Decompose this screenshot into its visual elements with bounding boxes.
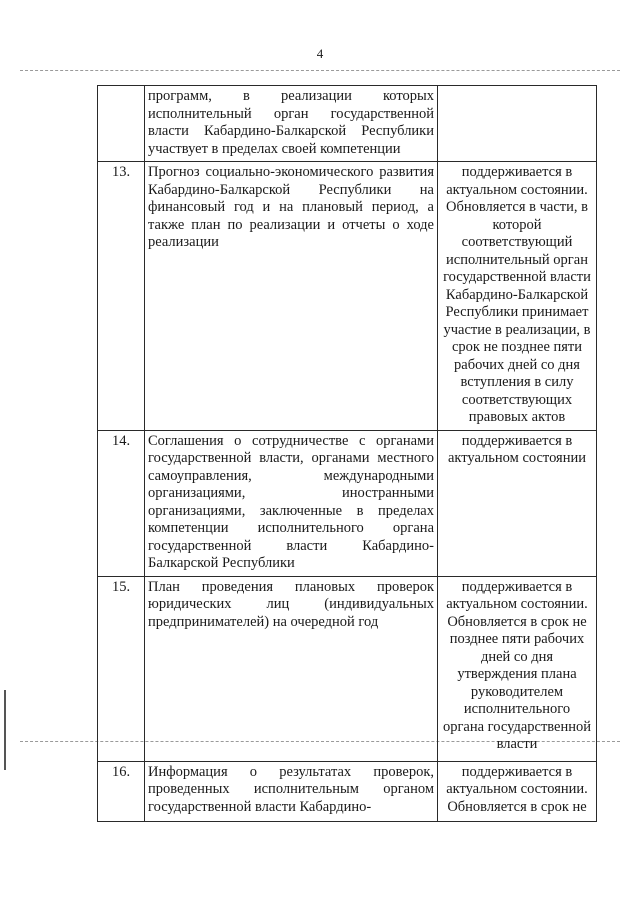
note-line: Обновляется в срок не	[447, 798, 587, 815]
note-line: позднее пяти рабочих	[449, 631, 585, 647]
description-line: предпринимателей) на очередной год	[148, 613, 379, 630]
note-line: которой	[492, 216, 542, 233]
note-line: актуальном состоянии.	[446, 781, 588, 797]
description-line: исполнительный орган государственной	[148, 105, 434, 122]
note-line: утверждения плана	[457, 666, 577, 682]
description-line: самоуправления, международными	[148, 467, 434, 484]
description-line: юридических лиц (индивидуальных	[148, 596, 434, 612]
note-line: поддерживается в	[461, 763, 573, 780]
note-line: актуальном состоянии.	[446, 181, 588, 198]
description-line: программ, в реализации которых	[148, 88, 434, 104]
row-number: 15.	[98, 576, 145, 761]
table-row	[98, 430, 597, 576]
row-number	[98, 86, 145, 162]
description-line: организациями, заключенные в пределах	[148, 502, 434, 519]
note-line: исполнительный орган	[446, 251, 588, 268]
page-number: 4	[316, 46, 324, 61]
table-row	[98, 761, 597, 821]
note-line: Кабардино-Балкарской	[445, 286, 589, 303]
row-description	[145, 162, 438, 431]
row-update-note	[438, 761, 597, 821]
note-line: участие в реализации, в	[443, 321, 591, 338]
row-number: 13.	[98, 162, 145, 431]
row-update-note	[438, 430, 597, 576]
row-number: 14.	[98, 430, 145, 576]
note-line: вступления в силу	[460, 374, 574, 390]
row-update-note	[438, 162, 597, 431]
description-line: План проведения плановых проверок	[148, 578, 434, 595]
scan-artifact-line-top	[20, 70, 620, 71]
note-line: поддерживается в	[461, 578, 573, 595]
row-number: 16.	[98, 761, 145, 821]
description-line: также план по реализации и отчеты о ходе	[148, 216, 434, 233]
note-line: правовых актов	[468, 409, 566, 425]
note-line: Республики принимает	[445, 304, 589, 320]
note-line: дней со дня	[480, 648, 554, 665]
row-update-note	[438, 576, 597, 761]
description-line: проведенных исполнительным органом	[148, 781, 434, 797]
description-line: участвует в пределах своей компетенции	[148, 140, 401, 157]
description-line: власти Кабардино-Балкарской Республики	[148, 123, 434, 139]
note-line: государственной власти	[443, 269, 591, 285]
note-line: соответствующих	[461, 391, 573, 408]
table-row	[98, 86, 597, 162]
note-line: органа государственной	[442, 718, 592, 735]
document-table	[97, 85, 597, 822]
note-line: исполнительного	[463, 701, 571, 717]
description-line: организациями, иностранными	[148, 485, 434, 501]
note-line: соответствующий	[461, 234, 573, 250]
description-line: реализации	[148, 234, 219, 250]
table-row	[98, 162, 597, 431]
description-line: Кабардино-Балкарской Республики на	[148, 181, 434, 198]
description-line: государственной власти Кабардино-	[148, 537, 434, 554]
description-line: компетенции исполнительного органа	[148, 520, 434, 536]
description-line: финансовый год и на плановый период, а	[148, 199, 434, 215]
note-line: руководителем	[470, 683, 564, 700]
description-line: государственной власти Кабардино-	[148, 798, 372, 815]
note-line: поддерживается в	[461, 164, 573, 180]
description-line: Информация о результатах проверок,	[148, 763, 434, 780]
description-line: Прогноз социально-экономического развития	[148, 164, 434, 180]
note-line: актуальном состоянии	[448, 450, 586, 466]
note-line: Обновляется в срок не	[447, 613, 587, 630]
row-description	[145, 761, 438, 821]
description-line: Балкарской Республики	[148, 555, 295, 571]
row-description	[145, 86, 438, 162]
note-line: рабочих дней со дня	[454, 356, 580, 373]
binding-mark	[4, 690, 6, 770]
row-description	[145, 430, 438, 576]
row-update-note	[438, 86, 597, 162]
description-line: Соглашения о сотрудничестве с органами	[148, 432, 434, 449]
note-line: поддерживается в	[461, 432, 573, 449]
note-line: власти	[496, 736, 538, 752]
row-description	[145, 576, 438, 761]
note-line: Обновляется в части, в	[446, 199, 588, 215]
note-line: срок не позднее пяти	[451, 339, 583, 355]
description-line: государственной власти, органами местного	[148, 450, 434, 466]
note-line: актуальном состоянии.	[446, 596, 588, 612]
table-row	[98, 576, 597, 761]
